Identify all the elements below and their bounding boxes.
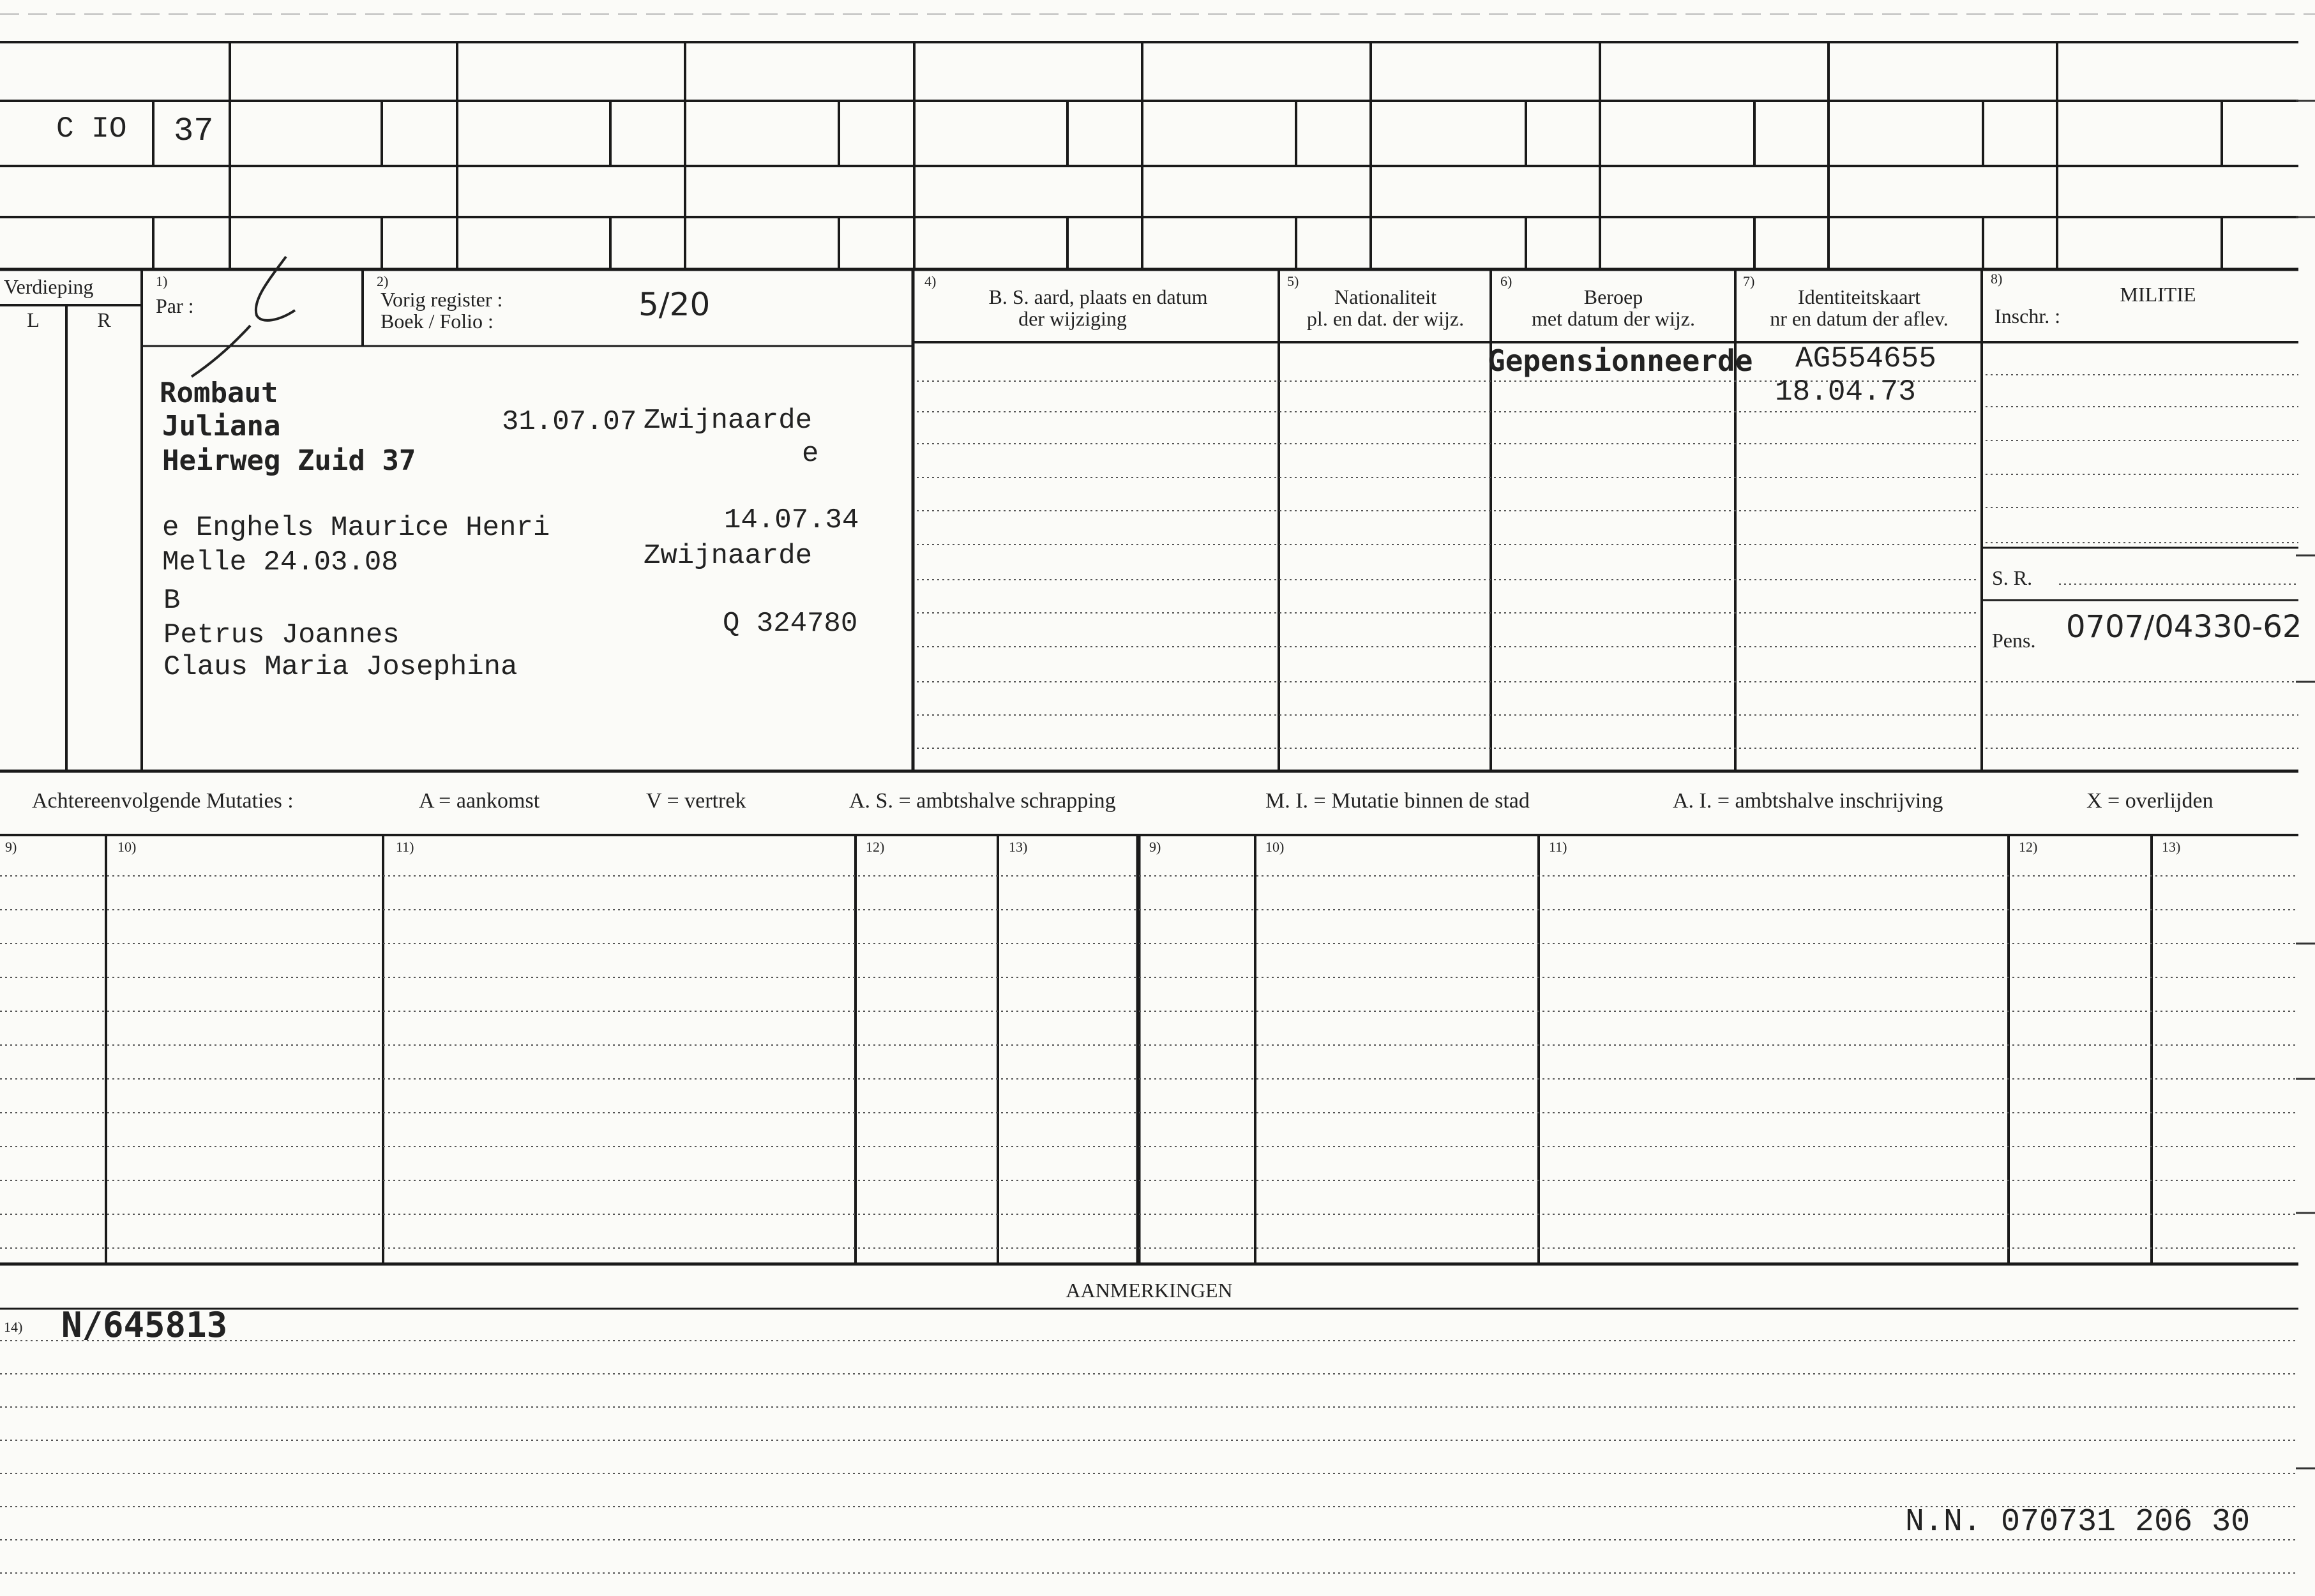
marriage-date: 14.07.34: [724, 504, 859, 536]
beroep-sub-label: met datum der wijz.: [1532, 307, 1695, 330]
verdieping-label: Verdieping: [4, 275, 94, 298]
bs-label-line1: B. S. aard, plaats en datum: [988, 285, 1208, 308]
legend-overlijden: X = overlijden: [2086, 789, 2213, 813]
pens-label: Pens.: [1992, 629, 2036, 652]
mutation-col-13: 13): [1009, 839, 1028, 855]
field-number-5: 5): [1287, 273, 1299, 289]
remarks-value: N/645813: [61, 1305, 228, 1345]
e-mark: e: [802, 438, 819, 470]
field-number-2: 2): [377, 273, 389, 289]
register-code: C IO: [56, 112, 127, 146]
mutation-col-10b: 10): [1265, 839, 1285, 855]
par-label: Par :: [156, 294, 194, 317]
mutation-col-12: 12): [866, 839, 885, 855]
spouse-name: e Enghels Maurice Henri: [162, 512, 550, 544]
vorig-register-label: Vorig register :: [381, 288, 503, 311]
mutation-col-11b: 11): [1549, 839, 1567, 855]
col-l-label: L: [27, 308, 40, 331]
militie-label: MILITIE: [2120, 283, 2196, 306]
surname: Rombaut: [160, 377, 278, 409]
field-number-8: 8): [1991, 271, 2003, 287]
field-number-14: 14): [4, 1319, 23, 1335]
bs-label-line2: der wijziging: [1018, 307, 1127, 330]
field-number-4: 4): [924, 273, 937, 289]
legend-mutatie-stad: M. I. = Mutatie binnen de stad: [1265, 789, 1530, 813]
identiteitskaart-sub-label: nr en datum der aflev.: [1770, 307, 1949, 330]
mutation-col-10: 10): [117, 839, 137, 855]
par-handwritten-mark: [192, 257, 295, 377]
field-number-6: 6): [1500, 273, 1512, 289]
national-number: N.N. 070731 206 30: [1905, 1504, 2251, 1540]
marriage-place: Zwijnaarde: [644, 540, 813, 572]
register-number: 37: [174, 112, 214, 150]
legend-aankomst: A = aankomst: [419, 789, 540, 813]
beroep-label: Beroep: [1583, 285, 1643, 308]
field-number-1: 1): [156, 273, 168, 289]
legend-vertrek: V = vertrek: [646, 789, 746, 813]
col-r-label: R: [97, 308, 111, 331]
mutation-col-13b: 13): [2162, 839, 2181, 855]
id-card-date: 18.04.73: [1775, 375, 1916, 409]
birth-place: Zwijnaarde: [644, 405, 813, 437]
mother-name: Claus Maria Josephina: [163, 651, 518, 683]
folio-value: 5/20: [638, 286, 711, 323]
occupation-value: Gepensionneerde: [1488, 343, 1753, 378]
id-card-number: AG554655: [1795, 342, 1936, 375]
father-name: Petrus Joannes: [163, 619, 400, 651]
field-number-7: 7): [1743, 273, 1755, 289]
nationaliteit-sub-label: pl. en dat. der wijz.: [1306, 307, 1465, 330]
birth-date: 31.07.07: [502, 406, 637, 438]
identiteitskaart-label: Identiteitskaart: [1798, 285, 1920, 308]
address: Heirweg Zuid 37: [162, 444, 416, 477]
reference-number: Q 324780: [723, 608, 858, 640]
legend-ambtshalve-inschrijving: A. I. = ambtshalve inschrijving: [1673, 789, 1943, 813]
spouse-birth: Melle 24.03.08: [162, 546, 398, 578]
sr-label: S. R.: [1992, 566, 2033, 589]
mutation-col-9: 9): [5, 839, 17, 855]
nationaliteit-label: Nationaliteit: [1334, 285, 1437, 308]
mutation-col-9b: 9): [1149, 839, 1161, 855]
inschr-label: Inschr. :: [1995, 305, 2061, 327]
mutations-title: Achtereenvolgende Mutaties :: [32, 789, 294, 813]
given-name: Juliana: [162, 410, 281, 442]
mutation-col-12b: 12): [2019, 839, 2038, 855]
legend-ambtshalve-schrapping: A. S. = ambtshalve schrapping: [849, 789, 1116, 813]
boek-folio-label: Boek / Folio :: [381, 310, 494, 333]
pens-value: 0707/04330-62: [2066, 609, 2302, 645]
mutation-col-11: 11): [396, 839, 414, 855]
b-mark: B: [163, 585, 181, 617]
remarks-title: AANMERKINGEN: [1066, 1279, 1233, 1302]
